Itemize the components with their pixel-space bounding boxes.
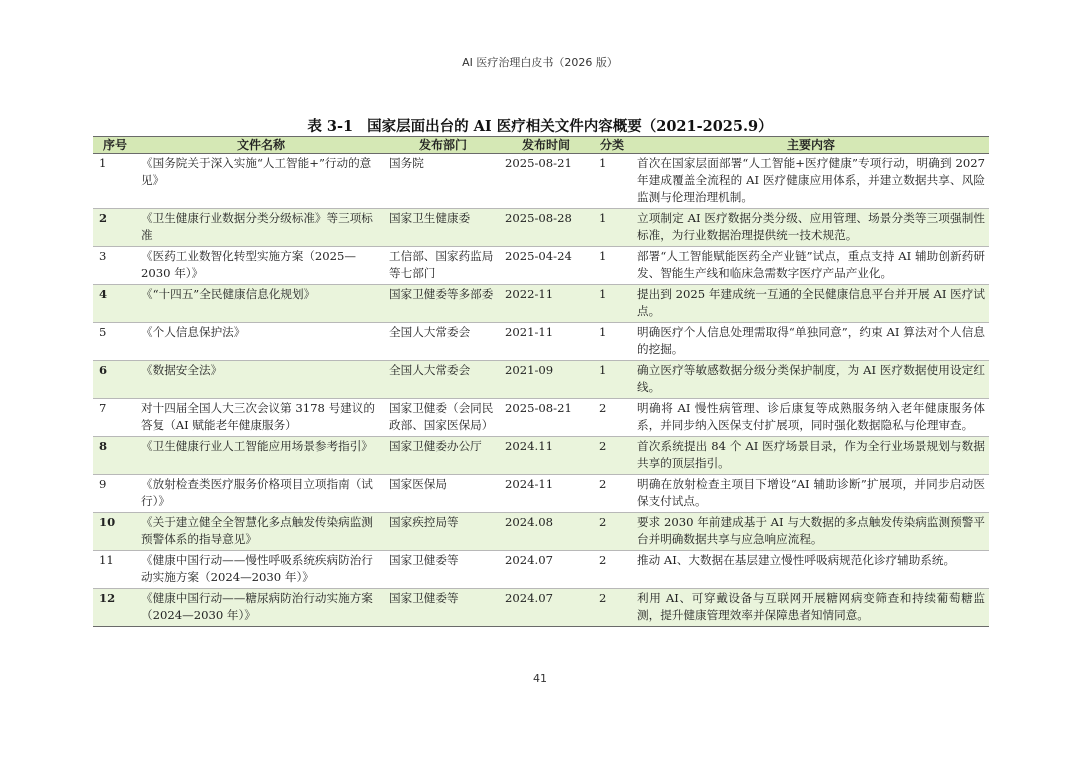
row-category: 1 [591,154,633,209]
table-header-row [93,137,989,154]
row-doc-name: 《关于建立健全全智慧化多点触发传染病监测预警体系的指导意见》 [137,513,385,551]
table-caption-title: 国家层面出台的 AI 医疗相关文件内容概要（2021-2025.9） [367,118,773,135]
row-seq: 5 [93,323,137,361]
row-category: 2 [591,589,633,627]
table-row [93,361,989,399]
row-date: 2024.07 [501,589,591,627]
row-department: 国家卫生健康委 [385,209,501,247]
column-header-date: 发布时间 [501,137,591,154]
row-category: 1 [591,247,633,285]
row-date: 2021-09 [501,361,591,399]
row-seq: 3 [93,247,137,285]
row-seq: 8 [93,437,137,475]
running-header: AI 医疗治理白皮书（2026 版） [462,56,618,69]
row-date: 2025-04-24 [501,247,591,285]
table-caption-number: 表 3-1 [307,118,354,135]
row-doc-name: 对十四届全国人大三次会议第 3178 号建议的答复（AI 赋能老年健康服务） [137,399,385,437]
row-department: 国家卫健委等 [385,589,501,627]
table-row [93,247,989,285]
row-seq: 12 [93,589,137,627]
row-department: 工信部、国家药监局等七部门 [385,247,501,285]
row-department: 国家医保局 [385,475,501,513]
row-content: 提出到 2025 年建成统一互通的全民健康信息平台并开展 AI 医疗试点。 [633,285,989,323]
row-department: 国家卫健委等多部委 [385,285,501,323]
table-row [93,551,989,589]
row-category: 2 [591,437,633,475]
row-department: 国家卫健委办公厅 [385,437,501,475]
row-category: 1 [591,361,633,399]
row-seq: 6 [93,361,137,399]
row-category: 2 [591,475,633,513]
row-doc-name: 《放射检查类医疗服务价格项目立项指南（试行）》 [137,475,385,513]
table-row [93,589,989,627]
column-header-category: 分类 [591,137,633,154]
row-content: 明确在放射检查主项目下增设“AI 辅助诊断”扩展项，并同步启动医保支付试点。 [633,475,989,513]
row-doc-name: 《医药工业数智化转型实施方案（2025—2030 年）》 [137,247,385,285]
row-department: 全国人大常委会 [385,361,501,399]
row-date: 2022-11 [501,285,591,323]
row-content: 利用 AI、可穿戴设备与互联网开展糖网病变筛查和持续葡萄糖监测，提升健康管理效率并保障患者知情同意。 [633,589,989,627]
row-seq: 9 [93,475,137,513]
row-department: 国家疾控局等 [385,513,501,551]
row-content: 推动 AI、大数据在基层建立慢性呼吸病规范化诊疗辅助系统。 [633,551,989,589]
row-date: 2024.07 [501,551,591,589]
table-row [93,513,989,551]
row-date: 2025-08-21 [501,154,591,209]
page-number: 41 [533,672,547,685]
row-department: 国家卫健委等 [385,551,501,589]
row-content: 立项制定 AI 医疗数据分类分级、应用管理、场景分类等三项强制性标准，为行业数据治理提供统一技术规范。 [633,209,989,247]
row-doc-name: 《健康中国行动——糖尿病防治行动实施方案（2024—2030 年）》 [137,589,385,627]
table-row [93,399,989,437]
row-seq: 11 [93,551,137,589]
row-doc-name: 《国务院关于深入实施“人工智能+”行动的意见》 [137,154,385,209]
table-caption [0,115,1080,136]
row-category: 2 [591,551,633,589]
row-content: 部署“人工智能赋能医药全产业链”试点，重点支持 AI 辅助创新药研发、智能生产线和临床急需数字医疗产品产业化。 [633,247,989,285]
table-row [93,475,989,513]
column-header-dept: 发布部门 [385,137,501,154]
row-department: 全国人大常委会 [385,323,501,361]
row-category: 1 [591,209,633,247]
table-row [93,154,989,209]
row-category: 2 [591,513,633,551]
table-row [93,285,989,323]
row-content: 确立医疗等敏感数据分级分类保护制度，为 AI 医疗数据使用设定红线。 [633,361,989,399]
row-category: 1 [591,323,633,361]
row-seq: 4 [93,285,137,323]
row-doc-name: 《卫生健康行业人工智能应用场景参考指引》 [137,437,385,475]
column-header-seq: 序号 [93,137,137,154]
row-doc-name: 《健康中国行动——慢性呼吸系统疾病防治行动实施方案（2024—2030 年）》 [137,551,385,589]
row-date: 2021-11 [501,323,591,361]
column-header-name: 文件名称 [137,137,385,154]
table-row [93,437,989,475]
policy-documents-table [93,136,989,627]
table-row [93,209,989,247]
row-doc-name: 《“十四五”全民健康信息化规划》 [137,285,385,323]
row-category: 2 [591,399,633,437]
row-seq: 10 [93,513,137,551]
row-content: 首次在国家层面部署“人工智能+医疗健康”专项行动，明确到 2027 年建成覆盖全流程的 AI 医疗健康应用体系，并建立数据共享、风险监测与伦理治理机制。 [633,154,989,209]
row-content: 首次系统提出 84 个 AI 医疗场景目录，作为全行业场景规划与数据共享的顶层指引。 [633,437,989,475]
table-row [93,323,989,361]
row-content: 要求 2030 年前建成基于 AI 与大数据的多点触发传染病监测预警平台并明确数据共享与应急响应流程。 [633,513,989,551]
column-header-content: 主要内容 [633,137,989,154]
row-date: 2024.08 [501,513,591,551]
row-content: 明确医疗个人信息处理需取得“单独同意”，约束 AI 算法对个人信息的挖掘。 [633,323,989,361]
row-date: 2025-08-28 [501,209,591,247]
row-doc-name: 《卫生健康行业数据分类分级标准》等三项标准 [137,209,385,247]
row-content: 明确将 AI 慢性病管理、诊后康复等成熟服务纳入老年健康服务体系，并同步纳入医保支付扩展项，同时强化数据隐私与伦理审查。 [633,399,989,437]
row-date: 2025-08-21 [501,399,591,437]
row-department: 国务院 [385,154,501,209]
row-seq: 1 [93,154,137,209]
row-doc-name: 《个人信息保护法》 [137,323,385,361]
row-seq: 2 [93,209,137,247]
row-category: 1 [591,285,633,323]
row-date: 2024.11 [501,437,591,475]
row-seq: 7 [93,399,137,437]
row-department: 国家卫健委（会同民政部、国家医保局） [385,399,501,437]
row-doc-name: 《数据安全法》 [137,361,385,399]
row-date: 2024-11 [501,475,591,513]
